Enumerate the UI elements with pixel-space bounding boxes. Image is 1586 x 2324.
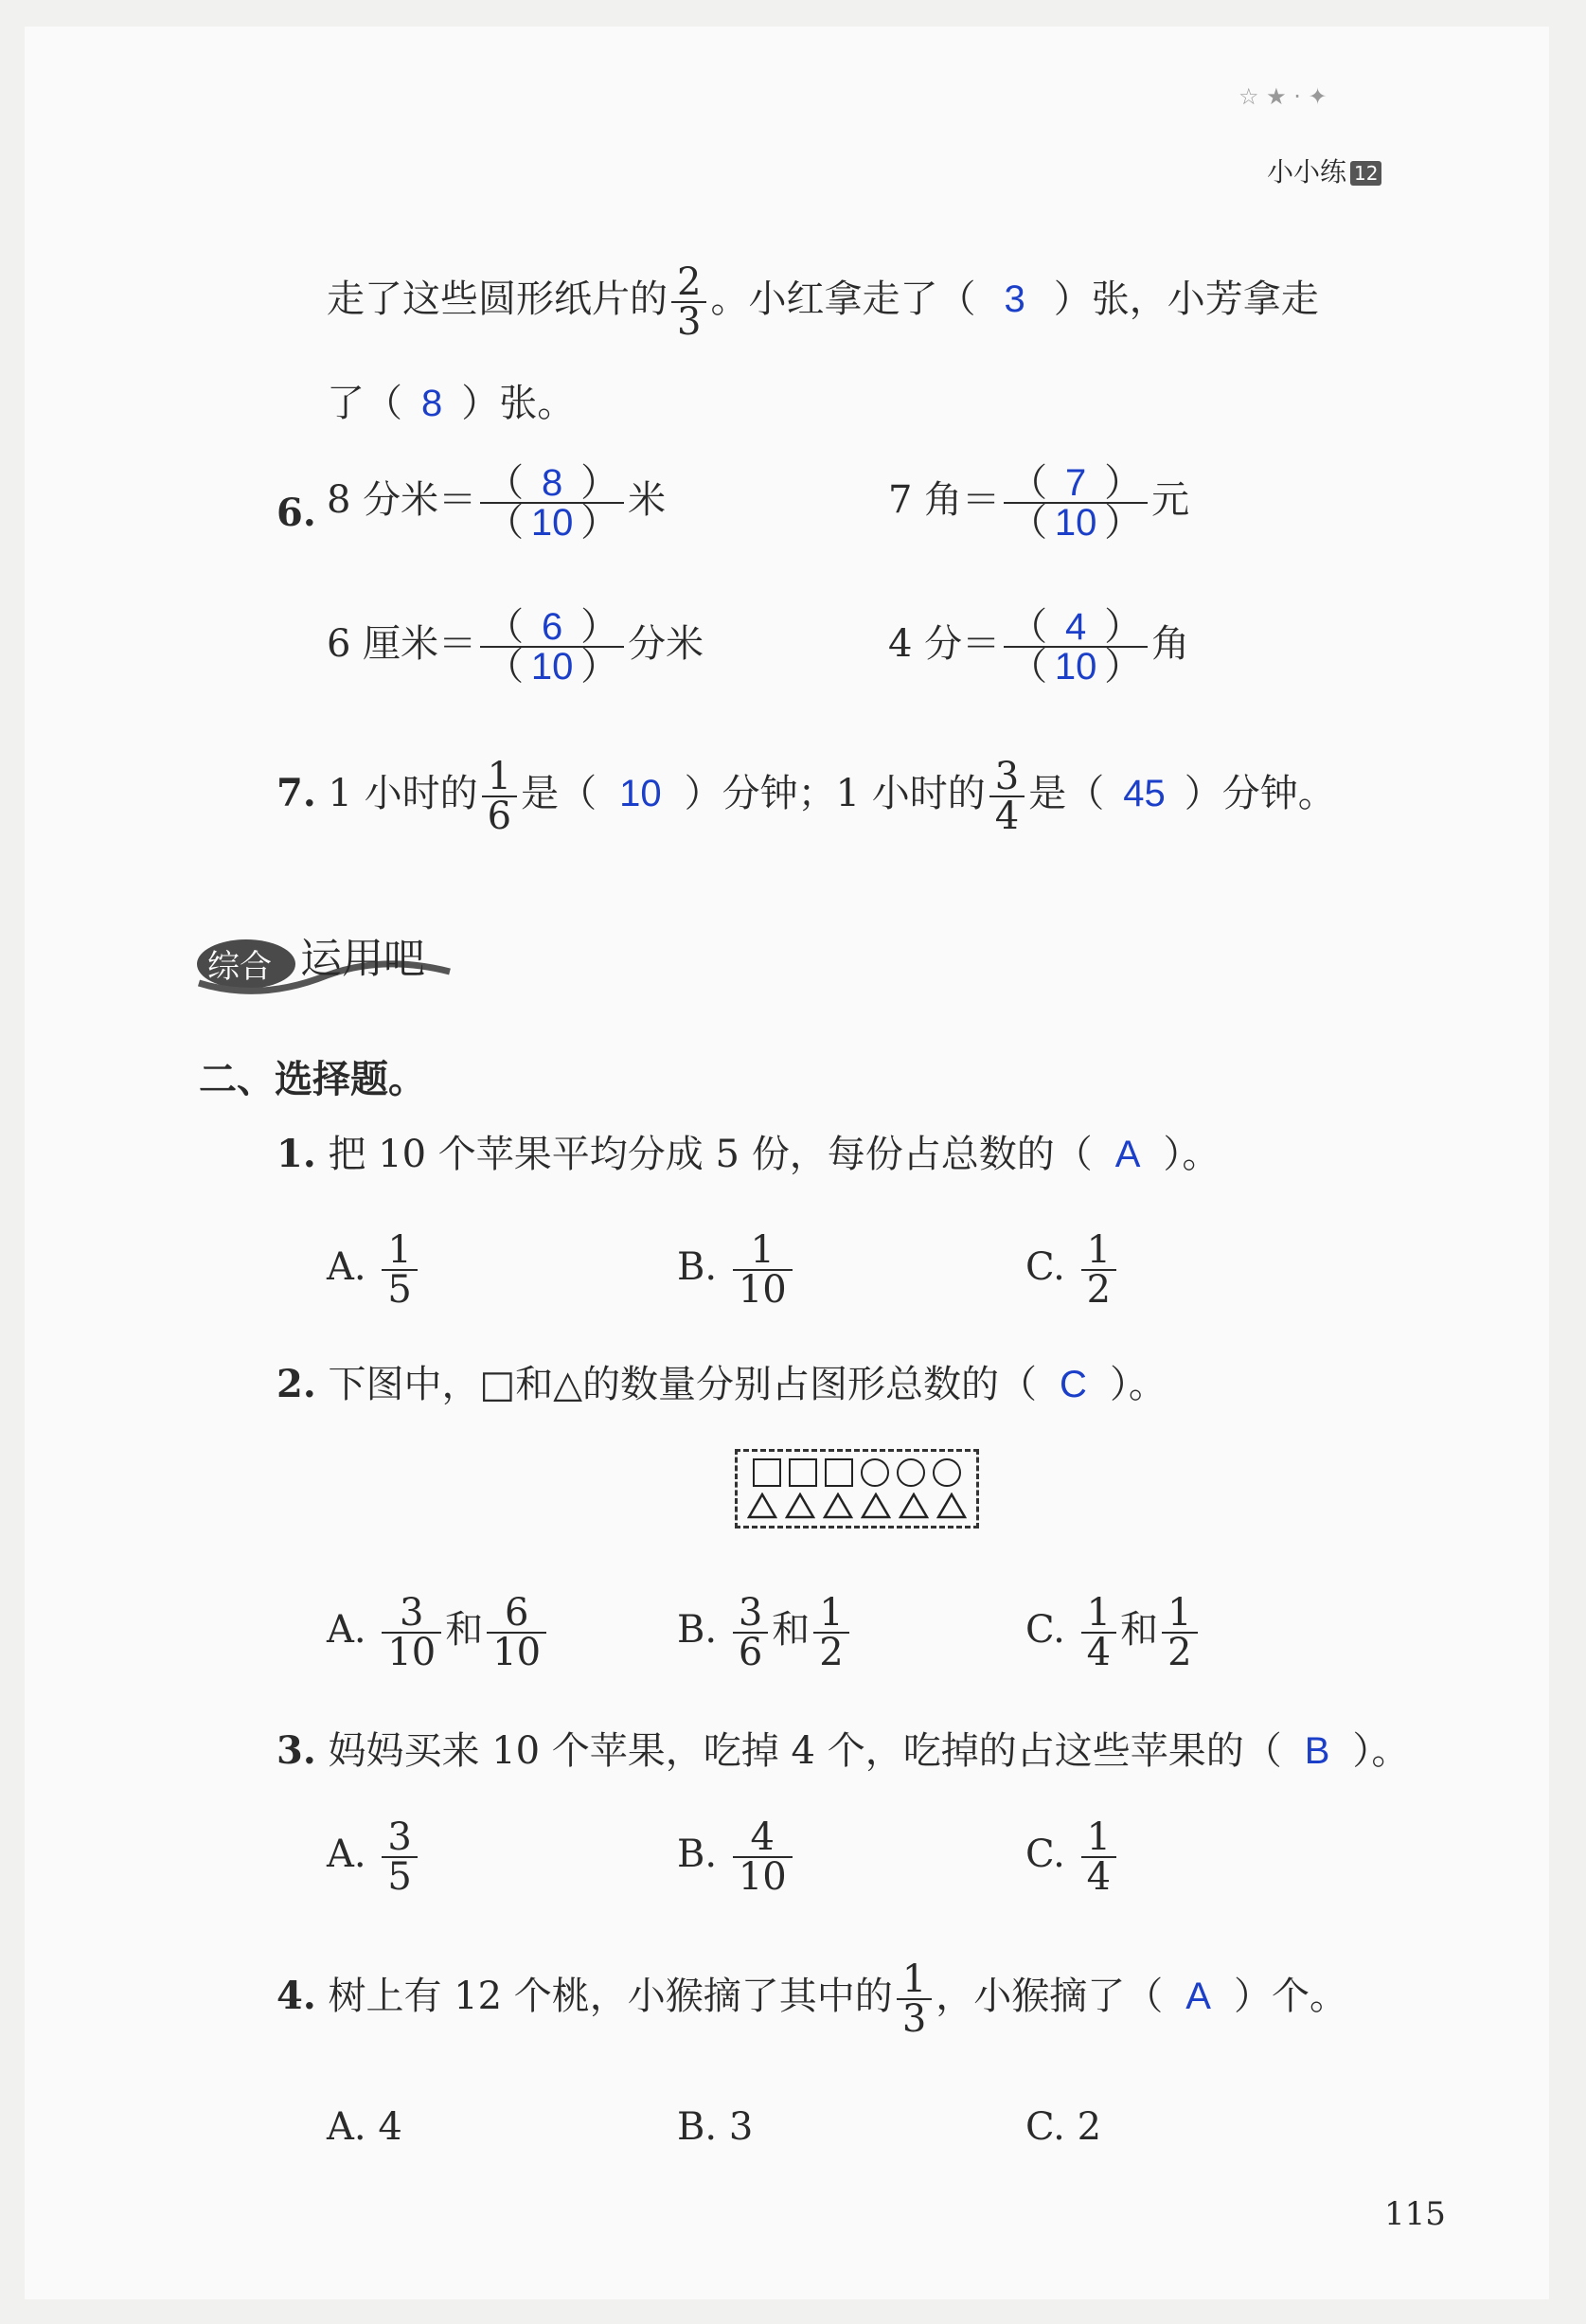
q5-line2 <box>327 381 575 426</box>
choice-question-4: 4. 树上有 12 个桃，小猴摘了其中的 $\frac{1}{3}$ ，小猴摘了（ A ）个。 <box>276 1958 1347 2041</box>
q5-text: ）张。 <box>461 382 576 425</box>
answer: C <box>1060 1364 1087 1405</box>
fraction: $\frac{( 6 )}{( 10 )}$ <box>480 608 624 686</box>
q5-line1 <box>327 260 1319 344</box>
answer: 10 <box>530 646 574 688</box>
option: A. 4 <box>327 2105 402 2149</box>
square-icon <box>753 1458 781 1487</box>
triangle-icon <box>936 1493 967 1519</box>
q6-item: 4 分＝ $\frac{( 4 )}{( 10 )}$ 角 <box>888 605 1190 688</box>
triangle-icon <box>747 1493 777 1519</box>
answer: 3 <box>1004 278 1025 320</box>
option: C. $\frac{1}{4}$ <box>1025 1818 1120 1896</box>
fraction: $\frac{2}{3}$ <box>671 263 706 341</box>
triangle-icon <box>823 1493 853 1519</box>
answer: A <box>1185 1975 1211 2017</box>
option: C. $\frac{1}{4}$ 和 $\frac{1}{2}$ <box>1025 1594 1202 1671</box>
answer: 10 <box>619 773 662 814</box>
triangle-icon <box>899 1493 929 1519</box>
section-title: 二、选择题。 <box>199 1058 426 1101</box>
fraction: $\frac{( 4 )}{( 10 )}$ <box>1004 608 1148 686</box>
star-decoration-icon: ☆ ★ · ✦ <box>1239 83 1328 110</box>
q5-text: 了（ <box>327 382 402 425</box>
answer: 10 <box>530 502 574 544</box>
shape-diagram <box>735 1449 979 1528</box>
logo-text-2: 运用吧 <box>300 935 425 983</box>
circle-icon <box>933 1458 961 1487</box>
header-number-badge: 12 <box>1350 161 1381 186</box>
q6-number: 6. <box>276 491 316 535</box>
answer: 8 <box>421 383 443 424</box>
option: B. 3 <box>677 2105 754 2149</box>
triangle-icon <box>861 1493 891 1519</box>
choice-question-3: 3. 妈妈买来 10 个苹果，吃掉 4 个，吃掉的占这些苹果的（ B ）。 <box>276 1728 1410 1773</box>
answer: 10 <box>1054 502 1097 544</box>
option: B. $\frac{4}{10}$ <box>677 1818 796 1896</box>
option: C. $\frac{1}{2}$ <box>1025 1231 1120 1309</box>
answer: 7 <box>1065 462 1087 504</box>
answer: 10 <box>1054 646 1097 688</box>
circle-icon <box>861 1458 889 1487</box>
answer: A <box>1114 1134 1141 1175</box>
q5-text: 走了这些圆形纸片的 <box>327 277 668 321</box>
q6-item: 6 厘米＝ $\frac{( 6 )}{( 10 )}$ 分米 <box>327 605 704 688</box>
q7-number: 7. <box>276 771 316 815</box>
answer: B <box>1304 1730 1330 1772</box>
choice-question-1: 1. 把 10 个苹果平均分成 5 份，每份占总数的（ A ）。 <box>276 1132 1221 1176</box>
header-label <box>1267 152 1381 189</box>
square-icon <box>789 1458 817 1487</box>
answer: 4 <box>1065 606 1087 648</box>
square-icon <box>825 1458 853 1487</box>
triangle-icon <box>785 1493 815 1519</box>
option: B. $\frac{1}{10}$ <box>677 1231 796 1309</box>
choice-question-2: 2. 下图中，□和△的数量分别占图形总数的（ C ）。 <box>276 1362 1167 1406</box>
q6-item: 7 角＝ $\frac{( 7 )}{( 10 )}$ 元 <box>888 461 1190 545</box>
fraction: $\frac{1}{6}$ <box>482 758 517 835</box>
section-logo <box>194 917 454 1011</box>
fraction: $\frac{( 7 )}{( 10 )}$ <box>1004 464 1148 542</box>
fraction: $\frac{3}{4}$ <box>989 758 1025 835</box>
option: B. $\frac{3}{6}$ 和 $\frac{1}{2}$ <box>677 1594 853 1671</box>
option: A. $\frac{1}{5}$ <box>327 1231 421 1309</box>
fraction: $\frac{( 8 )}{( 10 )}$ <box>480 464 624 542</box>
option: C. 2 <box>1025 2105 1102 2149</box>
answer: 8 <box>542 462 563 504</box>
logo-text-1: 综合 <box>207 948 272 986</box>
answer: 45 <box>1123 773 1166 814</box>
header-title: 小小练 <box>1267 156 1347 188</box>
option: A. $\frac{3}{5}$ <box>327 1818 421 1896</box>
q5-text: ）张，小芳拿走 <box>1053 277 1319 321</box>
answer: 6 <box>542 606 563 648</box>
option: A. $\frac{3}{10}$ 和 $\frac{6}{10}$ <box>327 1594 550 1671</box>
circle-icon <box>897 1458 925 1487</box>
page-number: 115 <box>1384 2195 1446 2233</box>
q7: 7. 1 小时的 $\frac{1}{6}$ 是（ 10 ）分钟；1 小时的 $\frac{3}{4}$ 是（ 45 ）分钟。 <box>276 755 1336 838</box>
q6-item: 8 分米＝ $\frac{( 8 )}{( 10 )}$ 米 <box>327 461 667 545</box>
q5-text: 。小红拿走了（ <box>710 277 976 321</box>
